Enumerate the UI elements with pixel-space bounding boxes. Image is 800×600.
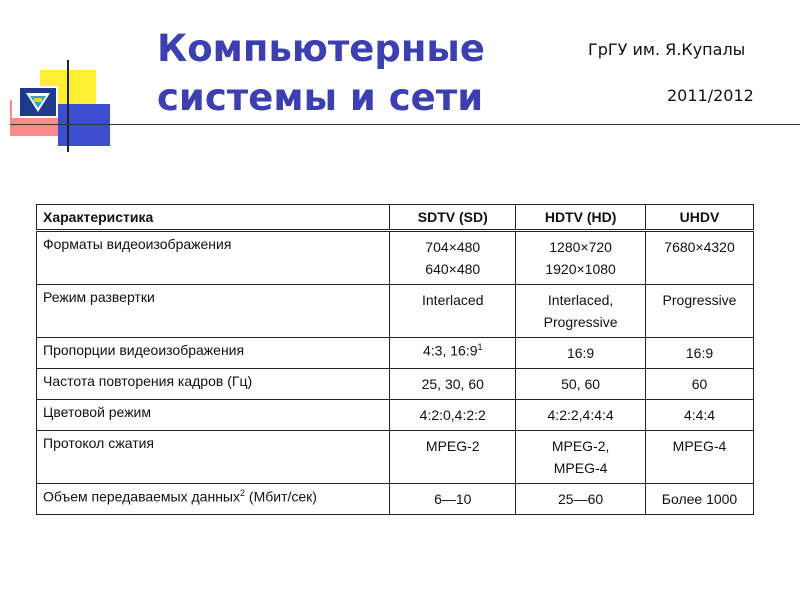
row-label: Частота повторения кадров (Гц) xyxy=(37,369,390,400)
cell-sd-line: 704×480 xyxy=(425,239,481,255)
table-row xyxy=(37,338,754,369)
row-label: Протокол сжатия xyxy=(37,431,390,484)
cell-sd-line: 640×480 xyxy=(425,261,481,277)
table-row xyxy=(37,285,754,338)
cell-hd-line: 16:9 xyxy=(566,345,595,361)
cell-hd-line: Interlaced, xyxy=(547,292,614,308)
row-label: Форматы видеоизображения xyxy=(37,231,390,285)
cell-uhd-line: MPEG-4 xyxy=(672,438,727,454)
cell-hd xyxy=(516,369,646,400)
cell-uhd-line: Более 1000 xyxy=(661,491,738,507)
cell-hd-line: MPEG-4 xyxy=(553,460,608,476)
academic-year: 2011/2012 xyxy=(667,86,754,105)
slide-title xyxy=(157,24,557,122)
cell-hd-line: 1920×1080 xyxy=(545,261,616,277)
cell-sd-line: 6—10 xyxy=(434,491,472,507)
footnote-marker: 1 xyxy=(477,342,483,352)
cell-sd-line: 4:2:0,4:2:2 xyxy=(419,407,486,423)
table-row xyxy=(37,400,754,431)
cell-uhd xyxy=(646,484,754,515)
cell-uhd xyxy=(646,400,754,431)
cell-hd-line: MPEG-2, xyxy=(551,438,610,454)
cell-hd xyxy=(516,338,646,369)
cell-sd xyxy=(390,400,516,431)
cell-sd xyxy=(390,338,516,369)
cell-hd-line: Progressive xyxy=(543,314,618,330)
cell-hd-line: 50, 60 xyxy=(561,376,601,392)
cell-uhd xyxy=(646,285,754,338)
cell-hd-line: 4:2:2,4:4:4 xyxy=(547,407,614,423)
decorative-corner xyxy=(0,0,160,160)
cell-uhd xyxy=(646,231,754,285)
video-standards-table xyxy=(36,204,754,515)
header-hdtv: HDTV (HD) xyxy=(516,205,646,231)
cell-sd-line: Interlaced xyxy=(422,292,484,308)
cell-sd xyxy=(390,231,516,285)
cell-uhd xyxy=(646,338,754,369)
table-row xyxy=(37,484,754,515)
row-label: Режим развертки xyxy=(37,285,390,338)
row-label: Пропорции видеоизображения xyxy=(37,338,390,369)
header-divider xyxy=(10,124,800,125)
cell-sd-line: MPEG-2 xyxy=(425,438,480,454)
cell-sd-line: 4:3, 16:9 xyxy=(422,342,478,359)
cell-hd-line: 25—60 xyxy=(558,491,604,507)
cell-uhd-line: 7680×4320 xyxy=(664,239,735,255)
header-characteristic: Характеристика xyxy=(37,205,390,231)
footnote-marker: 2 xyxy=(240,488,246,498)
cell-uhd-line: 60 xyxy=(691,376,708,392)
deco-vertical-line xyxy=(67,60,69,152)
header-uhdv: UHDV xyxy=(646,205,754,231)
cell-uhd-line: 4:4:4 xyxy=(683,407,716,423)
cell-hd xyxy=(516,285,646,338)
cell-hd xyxy=(516,231,646,285)
cell-hd-line: 1280×720 xyxy=(549,239,612,255)
table-row xyxy=(37,231,754,285)
row-label-unit: (Мбит/сек) xyxy=(245,488,317,505)
header-sdtv: SDTV (SD) xyxy=(390,205,516,231)
deco-blue-square xyxy=(58,104,110,146)
cell-sd-line: 25, 30, 60 xyxy=(421,376,484,392)
table-header-row xyxy=(37,205,754,231)
table-row xyxy=(37,431,754,484)
university-name: ГрГУ им. Я.Купалы xyxy=(588,40,746,59)
cell-uhd-line: Progressive xyxy=(662,292,737,308)
row-label: Цветовой режим xyxy=(37,400,390,431)
table-row xyxy=(37,369,754,400)
cell-sd xyxy=(390,369,516,400)
cell-uhd xyxy=(646,369,754,400)
cell-sd xyxy=(390,431,516,484)
cell-hd xyxy=(516,484,646,515)
cell-uhd-line: 16:9 xyxy=(685,345,714,361)
cell-uhd xyxy=(646,431,754,484)
university-logo-icon xyxy=(20,88,56,116)
title-line-1: Компьютерные xyxy=(157,27,485,70)
cell-sd xyxy=(390,285,516,338)
cell-sd xyxy=(390,484,516,515)
cell-hd xyxy=(516,400,646,431)
row-label xyxy=(37,484,390,515)
cell-hd xyxy=(516,431,646,484)
row-label-text: Объем передаваемых данных xyxy=(43,488,240,505)
title-line-2: системы и сети xyxy=(157,76,484,119)
